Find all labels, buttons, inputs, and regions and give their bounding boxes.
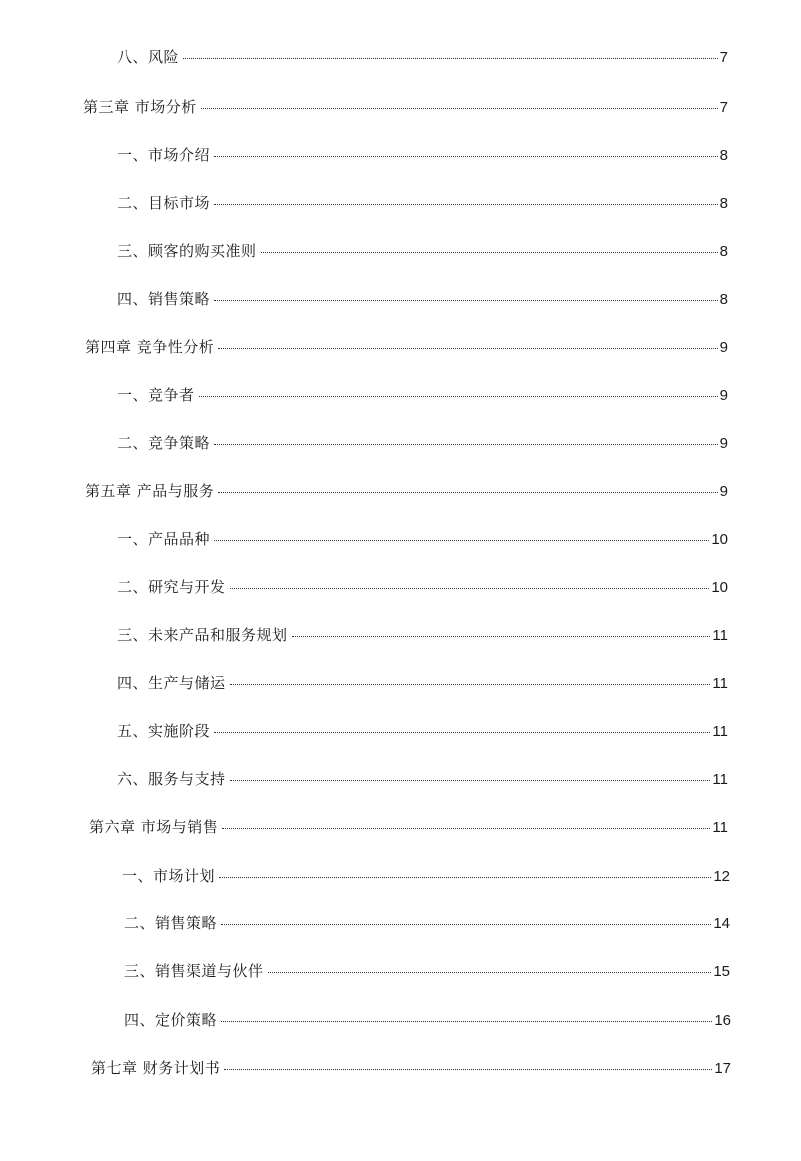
toc-label: 四、销售策略 <box>117 290 211 308</box>
dot-leader <box>268 972 712 973</box>
toc-entry[interactable] <box>124 961 730 982</box>
toc-label: 六、服务与支持 <box>117 770 226 788</box>
toc-page-number: 11 <box>712 819 728 836</box>
toc-page-number: 11 <box>712 771 728 788</box>
toc-entry[interactable] <box>117 625 728 646</box>
toc-page-number: 17 <box>714 1060 731 1077</box>
toc-label: 三、顾客的购买准则 <box>117 242 257 260</box>
toc-label: 一、市场计划 <box>122 867 216 885</box>
toc-label: 四、生产与储运 <box>117 674 226 692</box>
toc-entry[interactable] <box>124 1010 731 1031</box>
dot-leader <box>214 156 718 157</box>
toc-entry[interactable] <box>91 1058 731 1079</box>
dot-leader <box>214 444 718 445</box>
toc-page-number: 8 <box>719 195 728 212</box>
toc-entry[interactable] <box>117 241 728 262</box>
toc-label: 第五章 产品与服务 <box>85 482 215 500</box>
dot-leader <box>230 684 711 685</box>
toc-entry[interactable] <box>117 145 728 166</box>
toc-label: 一、竞争者 <box>117 386 195 404</box>
toc-entry[interactable] <box>117 721 728 742</box>
toc-entry[interactable] <box>85 337 728 358</box>
toc-page-number: 8 <box>719 291 728 308</box>
dot-leader <box>214 300 718 301</box>
dot-leader <box>218 348 717 349</box>
dot-leader <box>230 588 710 589</box>
toc-entry[interactable] <box>117 673 728 694</box>
toc-page-number: 15 <box>713 963 730 980</box>
toc-label: 二、研究与开发 <box>117 578 226 596</box>
dot-leader <box>214 732 710 733</box>
toc-page-number: 7 <box>719 49 728 66</box>
dot-leader <box>199 396 718 397</box>
toc-page-number: 9 <box>719 483 728 500</box>
toc-label: 四、定价策略 <box>124 1011 218 1029</box>
toc-label: 二、目标市场 <box>117 194 211 212</box>
toc-page-number: 10 <box>711 579 728 596</box>
toc-entry[interactable] <box>117 433 728 454</box>
toc-entry[interactable] <box>117 289 728 310</box>
toc-label: 二、竞争策略 <box>117 434 211 452</box>
dot-leader <box>292 636 711 637</box>
toc-entry[interactable] <box>124 913 730 934</box>
dot-leader <box>219 877 711 878</box>
toc-page-number: 14 <box>713 915 730 932</box>
toc-entry[interactable] <box>85 481 728 502</box>
toc-page-number: 9 <box>719 339 728 356</box>
dot-leader <box>261 252 718 253</box>
toc-entry[interactable] <box>89 817 728 838</box>
toc-page-number: 10 <box>711 531 728 548</box>
dot-leader <box>221 1021 712 1022</box>
toc-page-number: 11 <box>712 723 728 740</box>
toc-entry[interactable] <box>83 97 728 118</box>
dot-leader <box>201 108 718 109</box>
toc-entry[interactable] <box>117 529 728 550</box>
toc-label: 第六章 市场与销售 <box>89 818 219 836</box>
toc-entry[interactable] <box>117 577 728 598</box>
dot-leader <box>214 540 709 541</box>
dot-leader <box>222 828 710 829</box>
dot-leader <box>218 492 717 493</box>
toc-page-number: 8 <box>719 147 728 164</box>
toc-page-number: 11 <box>712 675 728 692</box>
toc-page-number: 9 <box>719 387 728 404</box>
toc-entry[interactable] <box>117 47 728 68</box>
toc-label: 第三章 市场分析 <box>83 98 197 116</box>
toc-page-number: 12 <box>713 868 730 885</box>
toc-entry[interactable] <box>117 193 728 214</box>
dot-leader <box>221 924 711 925</box>
dot-leader <box>230 780 711 781</box>
toc-label: 一、市场介绍 <box>117 146 211 164</box>
toc-entry[interactable] <box>117 385 728 406</box>
dot-leader <box>183 58 718 59</box>
toc-label: 一、产品品种 <box>117 530 211 548</box>
toc-label: 三、未来产品和服务规划 <box>117 626 288 644</box>
toc-label: 第四章 竞争性分析 <box>85 338 215 356</box>
toc-label: 第七章 财务计划书 <box>91 1059 221 1077</box>
dot-leader <box>214 204 718 205</box>
toc-label: 八、风险 <box>117 48 180 66</box>
toc-page-number: 16 <box>714 1012 731 1029</box>
toc-page-number: 8 <box>719 243 728 260</box>
toc-label: 五、实施阶段 <box>117 722 211 740</box>
toc-entry[interactable] <box>117 769 728 790</box>
toc-page-number: 7 <box>719 99 728 116</box>
toc-label: 三、销售渠道与伙伴 <box>124 962 264 980</box>
toc-page-number: 9 <box>719 435 728 452</box>
dot-leader <box>224 1069 712 1070</box>
toc-label: 二、销售策略 <box>124 914 218 932</box>
toc-page-number: 11 <box>712 627 728 644</box>
toc-entry[interactable] <box>122 866 730 887</box>
